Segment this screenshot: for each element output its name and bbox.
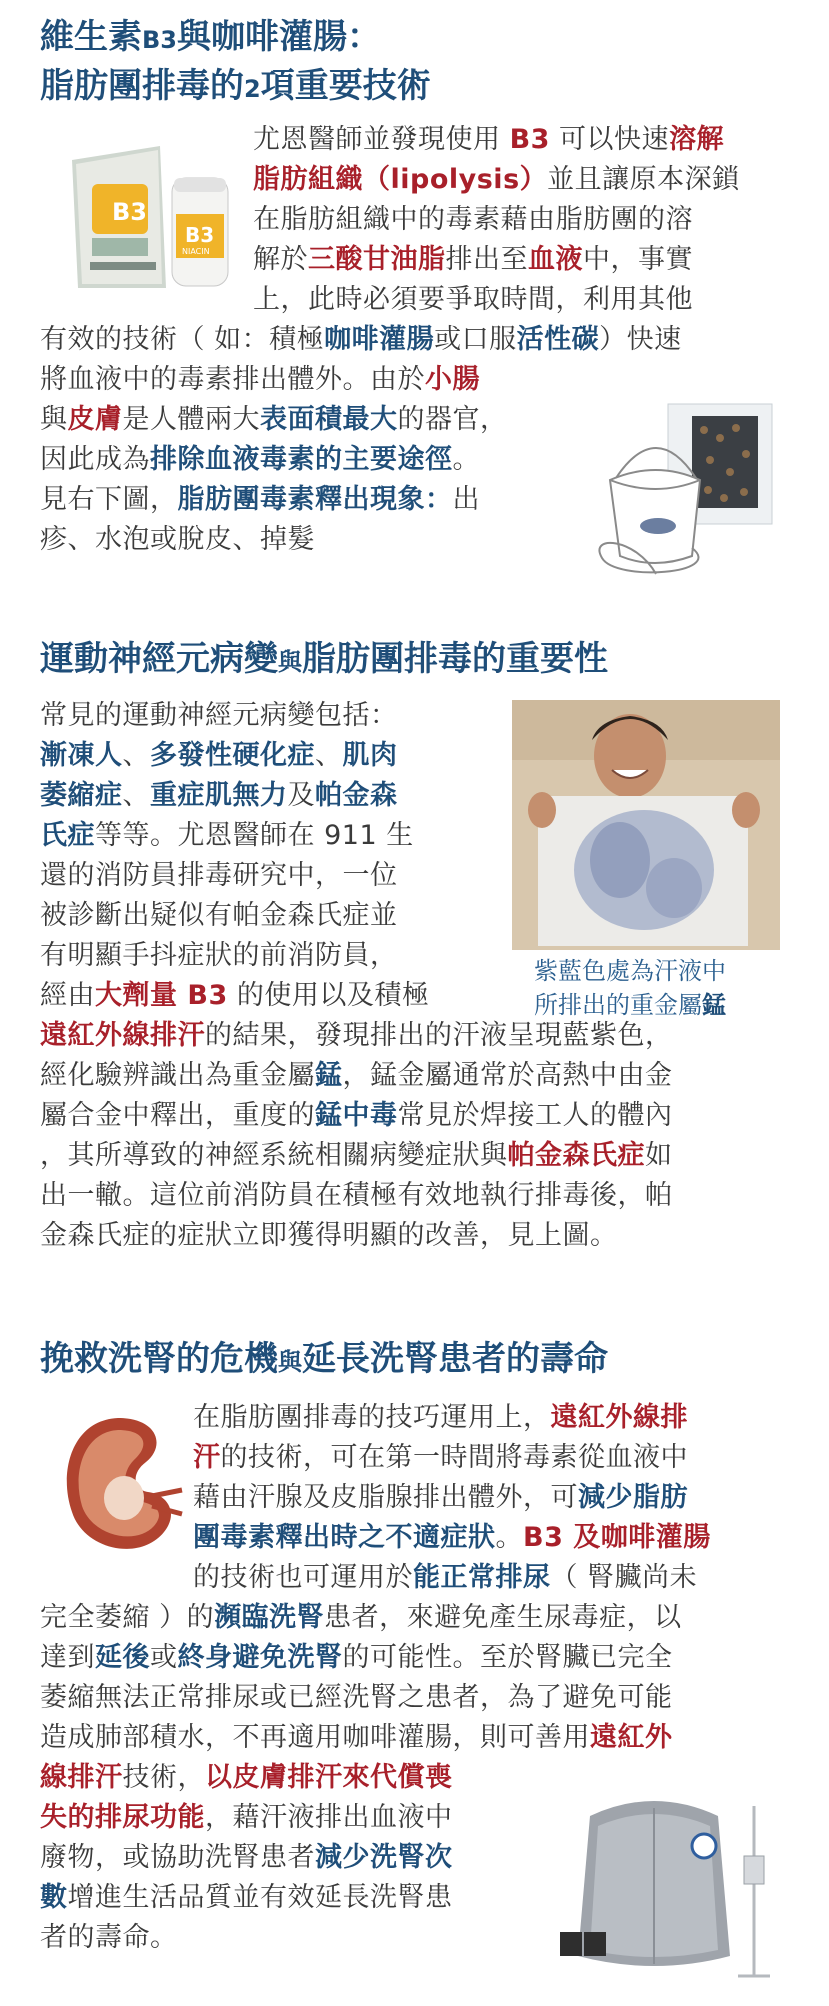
s2-text-span: 帕金森 <box>315 780 398 811</box>
s3-text-span: 患者，來避免產生尿毒症，以 <box>324 1602 682 1633</box>
s3-text-line <box>40 1798 800 1838</box>
s3-text-span: 線排汗 <box>40 1762 123 1793</box>
s1-text-span: 的器官， <box>397 404 508 435</box>
s3-text-span: 瀕臨洗腎 <box>214 1602 325 1633</box>
s3-text-span: 廢物，或協助洗腎患者 <box>40 1842 315 1873</box>
s1-text-span: 溶解 <box>669 124 725 155</box>
section1-title-line1: 維生素B3與咖啡灌腸： <box>40 17 381 57</box>
s2-text-line <box>40 736 800 776</box>
s2-text-span: 的結果，發現排出的汗液呈現藍紫色， <box>205 1020 673 1051</box>
s2-text-span: 、 <box>315 740 343 771</box>
s1-text-line <box>40 360 800 400</box>
s3-text-span: 。 <box>495 1522 523 1553</box>
s1-text-span: 尤恩醫師並發現使用 <box>253 124 510 155</box>
s3-text-line <box>40 1678 800 1718</box>
s2-text-span: 、 <box>122 780 150 811</box>
s3-text-line <box>40 1838 800 1878</box>
s2-text-line <box>40 776 800 816</box>
s2-text-span: 帕金森氏症 <box>507 1140 645 1171</box>
s2-text-span: 經化驗辨識出為重金屬 <box>40 1060 315 1091</box>
s1-text-span: 脂肪組織（lipolysis） <box>253 164 548 195</box>
s2-text-span: 多發性硬化症 <box>150 740 315 771</box>
s1-text-line <box>40 160 800 200</box>
section2-title: 運動神經元病變與脂肪團排毒的重要性 <box>40 639 608 679</box>
s1-text-span: 咖啡灌腸 <box>324 324 435 355</box>
s2-text-line <box>40 856 800 896</box>
s2-text-line <box>40 1016 800 1056</box>
s2-text-span: 常見於焊接工人的體內 <box>397 1100 673 1131</box>
photo-caption: 紫藍色處為汗液中 所排出的重金屬錳 <box>534 957 726 1019</box>
s2-text-line <box>40 1216 800 1256</box>
s2-text-span: 常見的運動神經元病變包括： <box>40 700 398 731</box>
s3-text-line <box>40 1878 800 1918</box>
s2-text-span: 屬合金中釋出，重度的 <box>40 1100 315 1131</box>
s1-text-span: 疹、水泡或脫皮、掉髮 <box>40 524 315 555</box>
s3-text-span: 以皮膚排汗來代償喪 <box>205 1762 453 1793</box>
s1-text-span: B3 <box>509 124 550 155</box>
s2-text-span: 漸凍人 <box>40 740 123 771</box>
s1-text-span: 並且讓原本深鎖 <box>547 164 740 195</box>
s1-text-span: 。 <box>452 444 480 475</box>
s1-text-span: 與 <box>40 404 68 435</box>
s2-text-line <box>40 1056 800 1096</box>
section3-title: 挽救洗腎的危機與延長洗腎患者的壽命 <box>40 1339 608 1379</box>
s3-text-span: 終身避免洗腎 <box>177 1642 343 1673</box>
s3-text-span: 藉由汗腺及皮脂腺排出體外，可 <box>193 1482 578 1513</box>
s3-text-line <box>40 1518 800 1558</box>
s2-text-span: 出一轍。這位前消防員在積極有效地執行排毒後，帕 <box>40 1180 673 1211</box>
s1-text-span: 小腸 <box>425 364 480 395</box>
s3-text-line <box>40 1598 800 1638</box>
s3-text-span: 的技術，可在第一時間將毒素從血液中 <box>220 1442 688 1473</box>
s3-text-span: 或 <box>150 1642 178 1673</box>
s2-text-span: 錳 <box>315 1060 343 1091</box>
s2-text-span: 肌肉 <box>342 740 398 771</box>
s2-text-span: 重症肌無力 <box>150 780 288 811</box>
s1-text-line <box>40 280 800 320</box>
s3-text-line <box>40 1478 800 1518</box>
s1-text-span: 排出至 <box>445 244 528 275</box>
s1-text-span: 排除血液毒素的主要途徑 <box>150 444 453 475</box>
s3-text-span: 技術， <box>122 1762 205 1793</box>
s2-text-span: 遠紅外線排汗 <box>40 1020 205 1051</box>
s3-text-span: 失的排尿功能 <box>40 1802 205 1833</box>
s1-text-span: 或口服 <box>434 324 517 355</box>
s3-text-span: 能正常排尿 <box>413 1562 551 1593</box>
s1-text-span: 可以快速 <box>549 124 670 155</box>
s2-text-span: 被診斷出疑似有帕金森氏症並 <box>40 900 398 931</box>
s2-text-span: 有明顯手抖症狀的前消防員， <box>40 940 398 971</box>
s3-text-span: B3 及咖啡灌腸 <box>523 1522 711 1553</box>
s2-text-span: 大劑量 B3 <box>95 980 228 1011</box>
s3-text-span: （ 腎臟尚未 <box>550 1562 698 1593</box>
coffee-enema-kit-image <box>596 398 780 598</box>
s2-text-span: 還的消防員排毒研究中，一位 <box>40 860 398 891</box>
s2-text-line <box>40 1176 800 1216</box>
s1-text-span: 上，此時必須要爭取時間，利用其他 <box>253 284 693 315</box>
book-b3-label: B3 <box>112 198 147 226</box>
section1-title-line2: 脂肪團排毒的2項重要技術 <box>40 66 431 106</box>
s1-text-line <box>40 200 800 240</box>
s3-text-span: 減少脂肪 <box>578 1482 688 1513</box>
s3-text-line <box>40 1758 800 1798</box>
s1-text-span: 將血液中的毒素排出體外。由於 <box>40 364 425 395</box>
s1-text-span: 脂肪團毒素釋出現象： <box>177 484 453 515</box>
bottle-niacin-label: NIACIN <box>182 247 210 256</box>
s2-text-line <box>40 936 800 976</box>
s3-text-span: 完全萎縮 ）的 <box>40 1602 215 1633</box>
s3-text-span: 的技術也可運用於 <box>193 1562 413 1593</box>
s3-text-span: 增進生活品質並有效延長洗腎患 <box>67 1882 453 1913</box>
s2-text-line <box>40 816 800 856</box>
s2-text-line <box>40 976 800 1016</box>
s1-text-span: 活性碳 <box>516 324 600 355</box>
s3-text-span: 達到 <box>40 1642 95 1673</box>
s3-text-line <box>40 1438 800 1478</box>
s3-text-span: 延後 <box>95 1642 150 1673</box>
s2-text-span: ，其所導致的神經系統相關病變症狀與 <box>40 1140 508 1171</box>
s1-text-span: 出 <box>452 484 480 515</box>
s3-text-line <box>40 1918 800 1958</box>
s2-text-line <box>40 696 800 736</box>
s3-text-span: ，藉汗液排出血液中 <box>205 1802 453 1833</box>
s2-text-span: ，錳金屬通常於高熱中由金 <box>342 1060 673 1091</box>
s1-text-span: 三酸甘油脂 <box>308 244 446 275</box>
s1-text-span: 在脂肪組織中的毒素藉由脂肪團的溶 <box>253 204 693 235</box>
s1-text-span: ）快速 <box>599 324 682 355</box>
s2-text-span: 、 <box>122 740 150 771</box>
s3-text-span: 遠紅外 <box>590 1722 673 1753</box>
s3-text-span: 萎縮無法正常排尿或已經洗腎之患者，為了避免可能 <box>40 1682 673 1713</box>
s3-text-span: 造成肺部積水，不再適用咖啡灌腸，則可善用 <box>40 1722 590 1753</box>
s1-text-span: 中，事實 <box>583 244 693 275</box>
s3-text-span: 在脂肪團排毒的技巧運用上， <box>193 1402 551 1433</box>
s1-text-span: 因此成為 <box>40 444 150 475</box>
s2-text-line <box>40 1096 800 1136</box>
s3-text-span: 數 <box>40 1882 68 1913</box>
s3-text-span: 者的壽命。 <box>40 1922 178 1953</box>
section3-paragraph <box>40 1398 800 1958</box>
s2-text-span: 萎縮症 <box>40 780 123 811</box>
s1-text-span: 皮膚 <box>67 404 123 435</box>
s2-text-line <box>40 1136 800 1176</box>
s1-text-span: 有效的技術（ 如：積極 <box>40 324 325 355</box>
s2-text-span: 如 <box>645 1140 673 1171</box>
s1-text-span: 表面積最大 <box>260 404 398 435</box>
s1-text-span: 血液 <box>528 244 583 275</box>
s2-text-span: 金森氏症的症狀立即獲得明顯的改善，見上圖。 <box>40 1220 618 1251</box>
s1-text-line <box>40 120 800 160</box>
s3-text-span: 遠紅外線排 <box>550 1402 688 1433</box>
s3-text-span: 團毒素釋出時之不適症狀 <box>193 1522 496 1553</box>
s3-text-line <box>40 1638 800 1678</box>
s1-text-span: 是人體兩大 <box>122 404 260 435</box>
s1-text-span: 見右下圖， <box>40 484 178 515</box>
s2-text-span: 等等。尤恩醫師在 911 生 <box>95 820 414 851</box>
s2-text-line <box>40 896 800 936</box>
s2-text-span: 錳中毒 <box>315 1100 398 1131</box>
s3-text-line <box>40 1718 800 1758</box>
s3-text-line <box>40 1398 800 1438</box>
section2-paragraph <box>40 696 800 1256</box>
s1-text-line <box>40 240 800 280</box>
s2-text-span: 氏症 <box>40 820 95 851</box>
section1-title <box>40 14 431 112</box>
s2-text-span: 及 <box>287 780 315 811</box>
s3-text-span: 減少洗腎次 <box>315 1842 453 1873</box>
s2-text-span: 經由 <box>40 980 95 1011</box>
s3-text-line <box>40 1558 800 1598</box>
s3-text-span: 的可能性。至於腎臟已完全 <box>342 1642 673 1673</box>
s1-text-span: 解於 <box>253 244 308 275</box>
s3-text-span: 汗 <box>193 1442 221 1473</box>
bottle-b3-label: B3 <box>185 223 215 247</box>
s1-text-line <box>40 320 800 360</box>
s2-text-span: 的使用以及積極 <box>227 980 430 1011</box>
